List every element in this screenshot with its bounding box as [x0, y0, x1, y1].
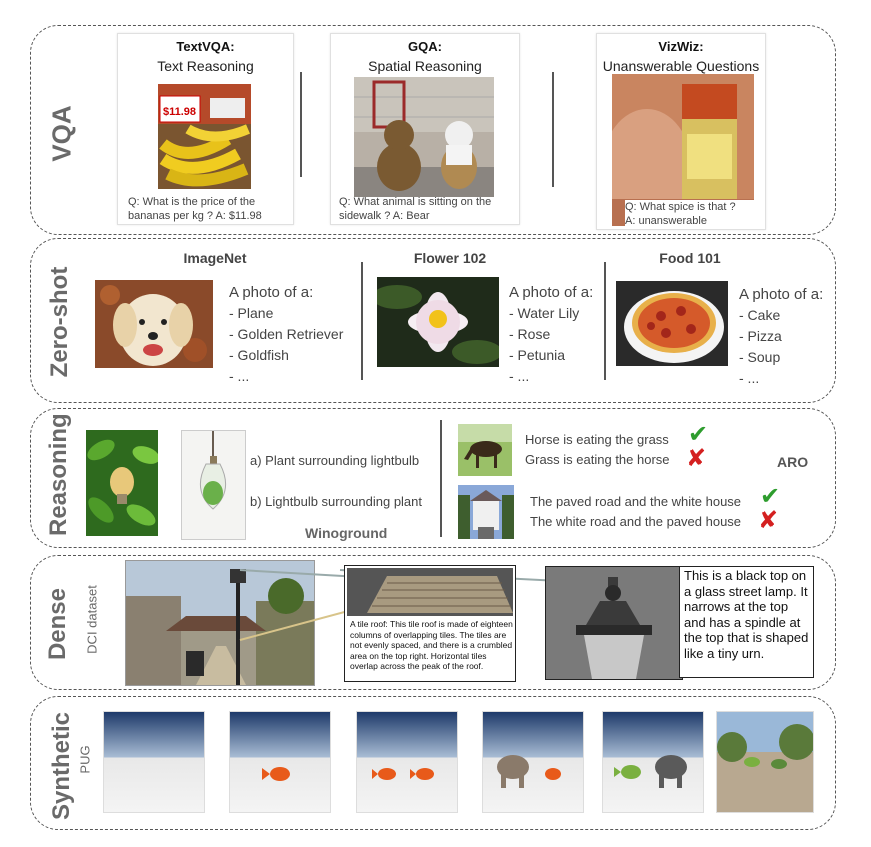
pug-image-3: [356, 711, 458, 813]
food-option: - Pizza: [739, 328, 782, 344]
textvqa-answer: bananas per kg ? A: $11.98: [128, 210, 262, 222]
aro-correct-1: Horse is eating the grass: [525, 432, 669, 447]
check-icon: ✔: [760, 483, 781, 510]
pug-image-6: [716, 711, 814, 813]
winoground-name: Winoground: [305, 525, 388, 541]
textvqa-question: Q: What is the price of the: [128, 196, 256, 208]
aro-name: ARO: [777, 454, 809, 470]
imagenet-option: - Goldfish: [229, 347, 289, 363]
winoground-option-a: a) Plant surrounding lightbulb: [250, 453, 420, 468]
food-option: - ...: [739, 370, 760, 386]
cross-icon: ✘: [686, 445, 707, 472]
pug-image-5: [602, 711, 704, 813]
imagenet-option: - ...: [229, 368, 250, 384]
lamp-caption-box: [679, 566, 814, 678]
aro-correct-2: The paved road and the white house: [530, 494, 742, 509]
roof-image: [347, 568, 513, 616]
vizwiz-answer: A: unanswerable: [625, 214, 765, 228]
roof-caption: A tile roof: This tile roof is made of eighteen columns of overlapping tiles. The tiles are not evenly spaced, and there is a crumbled area on the top right. Horizontal tiles overlap across the peak of the roof.: [350, 619, 513, 671]
synthetic-sublabel: PUG: [77, 745, 93, 774]
flower-option: - Rose: [509, 326, 551, 342]
textvqa-subtitle: Text Reasoning: [157, 58, 254, 74]
cross-icon: ✘: [758, 507, 779, 534]
gqa-question: Q: What animal is sitting on the: [339, 196, 492, 208]
gqa-title: GQA:: [408, 39, 442, 54]
price-tag-text: $11.98: [163, 106, 197, 118]
flower-option: - Petunia: [509, 347, 566, 363]
food-prompt: A photo of a:: [739, 286, 824, 303]
gqa-answer: sidewalk ? A: Bear: [339, 210, 430, 222]
pug-image-2: [229, 711, 331, 813]
vizwiz-subtitle: Unanswerable Questions: [602, 58, 760, 74]
lamp-image: [545, 566, 683, 680]
imagenet-prompt: A photo of a:: [229, 284, 314, 301]
imagenet-option: - Golden Retriever: [229, 326, 344, 342]
pug-image-4: [482, 711, 584, 813]
vqa-label: VQA: [46, 105, 77, 162]
imagenet-title: ImageNet: [183, 250, 247, 266]
flower-option: - Water Lily: [509, 305, 580, 321]
aro-wrong-2: The white road and the paved house: [530, 514, 742, 529]
reasoning-label: Reasoning: [45, 413, 72, 536]
pug-image-1: [103, 711, 205, 813]
synthetic-label: Synthetic: [48, 711, 75, 821]
vizwiz-title: VizWiz:: [658, 39, 704, 54]
lamp-caption: This is a black top on a glass street lamp. It narrows at the top and has a spindle at the top that is shaped like a tiny urn.: [684, 568, 809, 661]
dense-label: Dense: [44, 587, 71, 661]
flower-title: Flower 102: [413, 250, 487, 266]
food-option: - Cake: [739, 307, 781, 323]
flower-option: - ...: [509, 368, 530, 384]
roof-caption-box: [344, 565, 516, 682]
gqa-subtitle: Spatial Reasoning: [368, 58, 482, 74]
dense-sublabel: DCI dataset: [84, 585, 100, 654]
textvqa-title: TextVQA:: [176, 39, 235, 54]
flower-prompt: A photo of a:: [509, 284, 594, 301]
aro-wrong-1: Grass is eating the horse: [525, 452, 670, 467]
food-option: - Soup: [739, 349, 781, 365]
winoground-option-b: b) Lightbulb surrounding plant: [250, 494, 423, 509]
vizwiz-question: Q: What spice is that ?: [625, 200, 765, 214]
zeroshot-label: Zero-shot: [46, 266, 73, 378]
check-icon: ✔: [688, 421, 709, 448]
imagenet-option: - Plane: [229, 305, 274, 321]
food-title: Food 101: [659, 250, 721, 266]
